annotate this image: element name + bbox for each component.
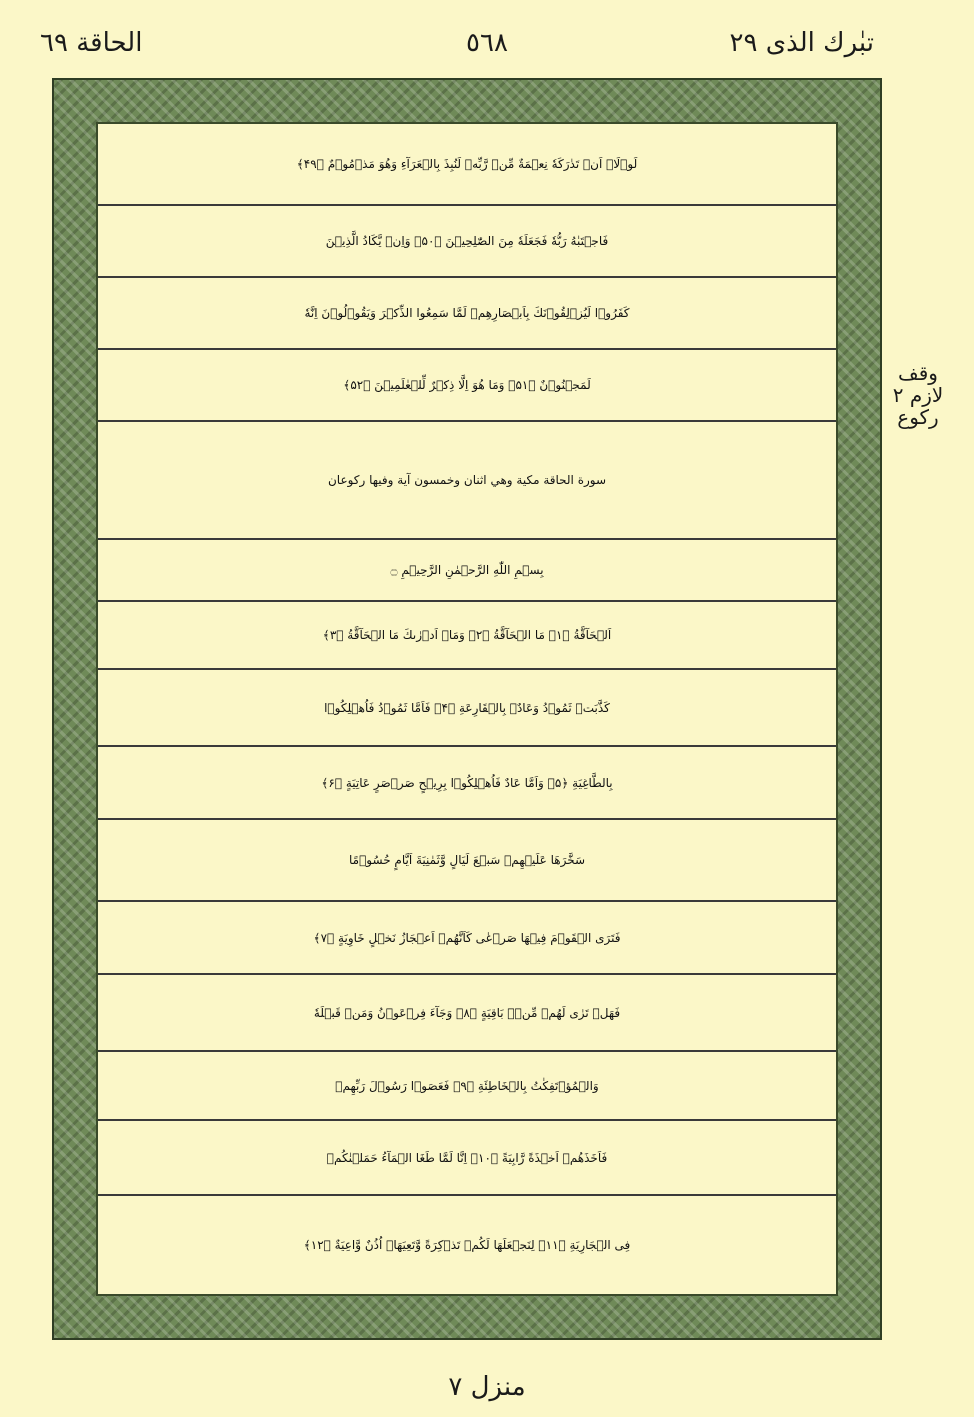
text-line-10: سَخَّرَهَا عَلَيۡهِمۡ سَبۡعَ لَيَالٍ وَّثَمٰنِيَةَ اَيَّامٍ حُسُوۡمًا (98, 820, 836, 902)
text-line-4: لَمَجۡنُوۡنٌ ﴿۵۱﴾ وَمَا هُوَ اِلَّا ذِكۡرٌ لِّلۡعٰلَمِيۡنَ ﴿۵۲﴾ (98, 350, 836, 422)
text-line-8: كَذَّبَتۡ ثَمُوۡدُ وَعَادٌۢ بِالۡقَارِعَةِ ﴿۴﴾ فَاَمَّا ثَمُوۡدُ فَاُهۡلِكُوۡا (98, 670, 836, 747)
basmala-line: بِسۡمِ اللّٰهِ الرَّحۡمٰنِ الرَّحِيۡمِ ۝ (98, 540, 836, 602)
text-line-15: فِى الۡجَارِيَةِ ﴿۱۱﴾ لِنَجۡعَلَهَا لَكُمۡ تَذۡكِرَةً وَّتَعِيَهَاۤ اُذُنٌ وَّاعِيَةٌ ﴿۱۲﴾ (303, 1238, 631, 1252)
surah-label: الحاقة ٦٩ (40, 28, 143, 58)
text-line-11: فَتَرَى الۡقَوۡمَ فِيۡهَا صَرۡعٰى كَاَنَّهُمۡ اَعۡجَازُ نَخۡلٍ خَاوِيَةٍ ﴿۷﴾ (98, 902, 836, 975)
surah-title: سورة الحاقة مكية وهي اثنان وخمسون آية وفيها ركوعان (98, 422, 836, 540)
page-header (0, 28, 974, 68)
text-line-3: كَفَرُوۡا لَيُزۡلِقُوۡنَكَ بِاَبۡصَارِهِمۡ لَمَّا سَمِعُوا الذِّكۡرَ وَيَقُوۡلُوۡنَ اِنَّهٗ (98, 278, 836, 350)
juz-label: تبٰرك الذى ٢٩ (729, 28, 874, 58)
page-number: ٥٦٨ (466, 28, 508, 58)
manzil-footer: منزل ٧ (448, 1372, 526, 1402)
text-line-12: فَهَلۡ تَرٰى لَهُمۡ مِّنۡۢ بَاقِيَةٍ ﴿۸﴾ وَجَآءَ فِرۡعَوۡنُ وَمَنۡ قَبۡلَهٗ (98, 975, 836, 1052)
margin-ruku-note: وقف لازم ٢ ركوع (892, 361, 944, 429)
text-line-1: لَوۡلَاۤ اَنۡ تَدٰرَكَهٗ نِعۡمَةٌ مِّنۡ رَّبِّهٖ لَنُبِذَ بِالۡعَرَآءِ وَهُوَ مَذۡمُوۡمٌ ﴿۴۹﴾ (98, 124, 836, 206)
text-line-7: اَلۡحَآقَّةُ ﴿۱﴾ مَا الۡحَآقَّةُ ﴿۲﴾ وَمَاۤ اَدۡرٰىكَ مَا الۡحَآقَّةُ ﴿۳﴾ (98, 602, 836, 670)
text-line-2: فَاجۡتَبٰهُ رَبُّهٗ فَجَعَلَهٗ مِنَ الصّٰلِحِيۡنَ ﴿۵۰﴾ وَاِنۡ يَّكَادُ الَّذِيۡنَ (98, 206, 836, 278)
text-line-13: وَالۡمُؤۡتَفِكٰتُ بِالۡخَاطِئَةِ ﴿۹﴾ فَعَصَوۡا رَسُوۡلَ رَبِّهِمۡ (98, 1052, 836, 1121)
text-line-14: فَاَخَذَهُمۡ اَخۡذَةً رَّابِيَةً ﴿۱۰﴾ اِنَّا لَمَّا طَغَا الۡمَآءُ حَمَلۡنٰكُمۡ (98, 1121, 836, 1196)
text-line-9: بِالطَّاغِيَةِ ﴿۵﴾ وَاَمَّا عَادٌ فَاُهۡلِكُوۡا بِرِيۡحٍ صَرۡصَرٍ عَاتِيَةٍ ﴿۶﴾ (98, 747, 836, 820)
text-panel (96, 122, 838, 1296)
